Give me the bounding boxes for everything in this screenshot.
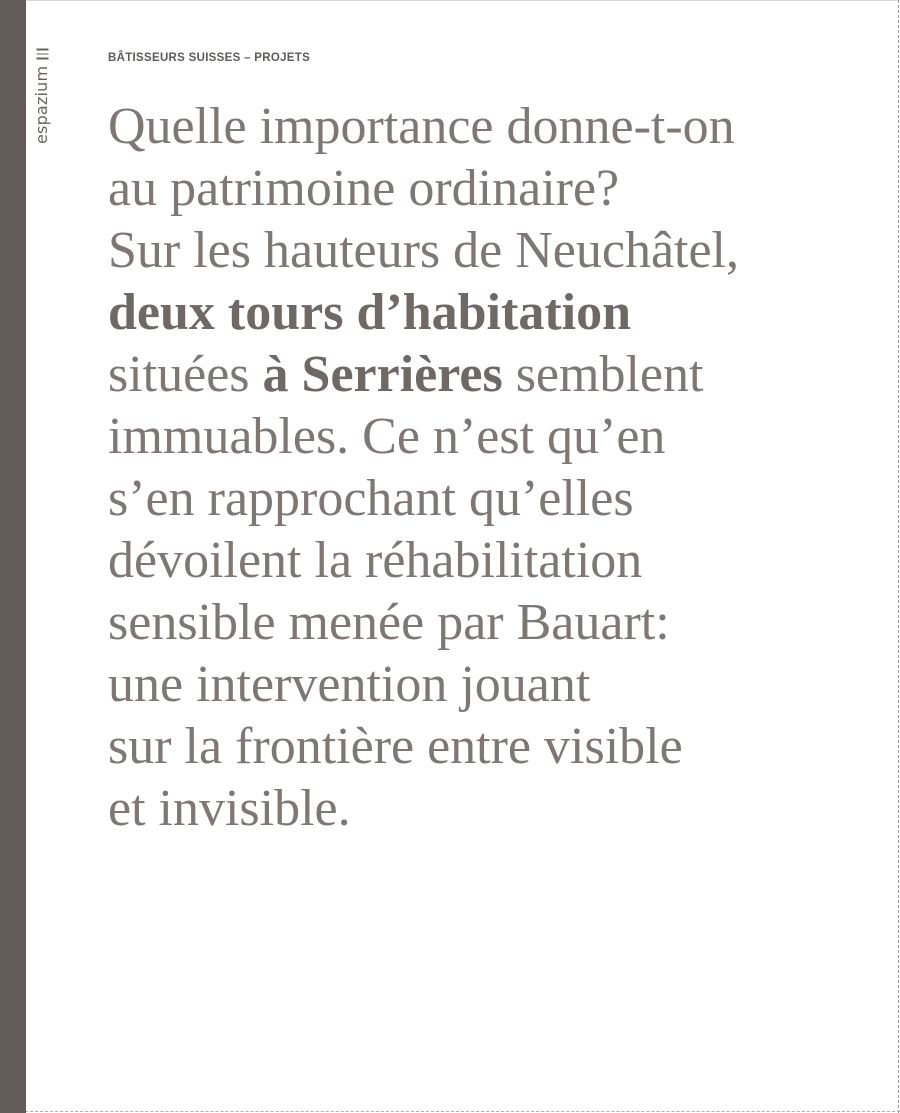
lead-line: Quelle importance donne-t-on — [108, 98, 735, 155]
lead-line: au patrimoine ordinaire? — [108, 160, 620, 217]
lead-line: sensible menée par Bauart: — [108, 594, 670, 651]
sidebar — [0, 0, 26, 1113]
brand-logo[interactable] — [33, 32, 55, 152]
lead-text-fragment: situées — [108, 346, 263, 403]
page-bottom-edge — [0, 1111, 900, 1112]
lead-line: s’en rapprochant qu’elles — [108, 470, 634, 527]
brand-name: espazium — [32, 65, 51, 144]
page-right-edge — [898, 0, 899, 1113]
sidebar-color-bar — [0, 0, 26, 1113]
lead-bold-phrase: à Serrières — [262, 346, 503, 403]
brand-logo-inner — [33, 48, 51, 144]
lead-line: dévoilent la réhabilitation — [108, 532, 643, 589]
page-top-edge — [0, 0, 900, 1]
lead-line: et invisible. — [108, 780, 351, 837]
lead-paragraph — [108, 96, 868, 840]
menu-lines-icon — [36, 48, 48, 59]
lead-text-fragment: semblent — [502, 346, 704, 403]
lead-line — [108, 344, 868, 406]
lead-bold-phrase: deux tours d’habitation — [108, 284, 631, 341]
lead-line: immuables. Ce n’est qu’en — [108, 408, 666, 465]
lead-line — [108, 282, 868, 344]
lead-line: sur la frontière entre visible — [108, 718, 683, 775]
section-kicker: BÂTISSEURS SUISSES – PROJETS — [108, 52, 311, 64]
lead-line: Sur les hauteurs de Neuchâtel, — [108, 222, 740, 279]
lead-line: une intervention jouant — [108, 656, 591, 713]
